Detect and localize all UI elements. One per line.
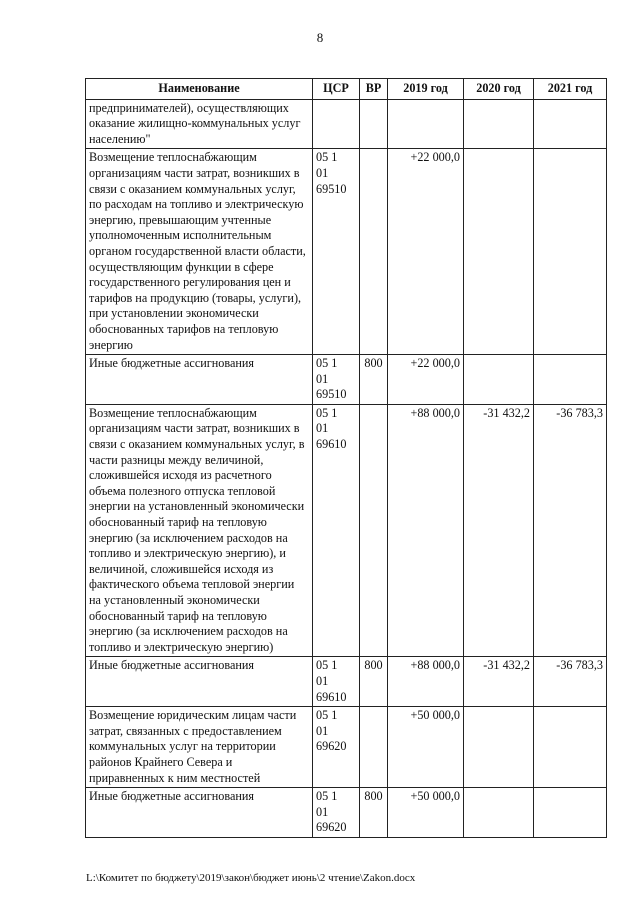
cell-2020 <box>464 149 534 355</box>
cell-2020: -31 432,2 <box>464 404 534 657</box>
cell-name: Возмещение теплоснабжающим организациям части затрат, возникших в связи с оказанием коммунальных услуг, в части разницы между величиной, сложившейся исходя из расчетного объема полезного отпуска тепловой энергии на установленный экономически обоснованный тариф на тепловую энергию (за исключением расходов на топливо и электрическую энергию), и величиной, сложившейся исходя из фактического объема тепловой энергии на установленный экономически обоснованный тариф на тепловую энергию (за исключением расходов на топливо и электрическую энергию) <box>86 404 313 657</box>
table-row <box>86 149 607 355</box>
table-row <box>86 657 607 707</box>
header-name: Наименование <box>86 79 313 100</box>
csr-part: 69510 <box>316 181 347 196</box>
csr-part: 05 1 <box>316 708 338 723</box>
cell-2020 <box>464 355 534 405</box>
cell-2020 <box>464 788 534 838</box>
cell-2019: +88 000,0 <box>388 657 464 707</box>
header-csr: ЦСР <box>313 79 360 100</box>
cell-vr: 800 <box>360 788 388 838</box>
cell-2021 <box>534 355 607 405</box>
cell-2021: -36 783,3 <box>534 657 607 707</box>
cell-csr <box>313 707 360 788</box>
cell-vr <box>360 99 388 149</box>
csr-part: 01 <box>316 673 329 688</box>
header-2020: 2020 год <box>464 79 534 100</box>
csr-part: 01 <box>316 371 329 386</box>
cell-name: предпринимателей), осуществляющих оказание жилищно-коммунальных услуг населению" <box>86 99 313 149</box>
csr-part: 01 <box>316 165 329 180</box>
header-2021: 2021 год <box>534 79 607 100</box>
csr-part: 69510 <box>316 387 347 402</box>
table-row <box>86 404 607 657</box>
table-header-row <box>86 79 607 100</box>
cell-name: Иные бюджетные ассигнования <box>86 355 313 405</box>
csr-part: 69620 <box>316 820 347 835</box>
cell-vr <box>360 404 388 657</box>
cell-2019: +22 000,0 <box>388 149 464 355</box>
page-number: 8 <box>316 30 324 45</box>
csr-part: 05 1 <box>316 356 338 371</box>
cell-csr <box>313 99 360 149</box>
cell-csr <box>313 355 360 405</box>
csr-part: 05 1 <box>316 658 338 673</box>
file-path-footer: L:\Комитет по бюджету\2019\закон\бюджет июнь\2 чтение\Zakon.docx <box>86 872 416 884</box>
cell-csr <box>313 657 360 707</box>
cell-2020 <box>464 707 534 788</box>
cell-vr <box>360 149 388 355</box>
cell-2020: -31 432,2 <box>464 657 534 707</box>
cell-csr <box>313 404 360 657</box>
csr-part: 05 1 <box>316 789 338 804</box>
cell-2021 <box>534 99 607 149</box>
cell-2019: +88 000,0 <box>388 404 464 657</box>
table-row <box>86 788 607 838</box>
cell-vr <box>360 707 388 788</box>
csr-part: 01 <box>316 421 329 436</box>
table-row <box>86 355 607 405</box>
header-vr: ВР <box>360 79 388 100</box>
cell-name: Иные бюджетные ассигнования <box>86 657 313 707</box>
cell-2021 <box>534 788 607 838</box>
header-2019: 2019 год <box>388 79 464 100</box>
cell-vr: 800 <box>360 657 388 707</box>
cell-2021 <box>534 149 607 355</box>
cell-2019: +50 000,0 <box>388 788 464 838</box>
table-row <box>86 707 607 788</box>
cell-2019 <box>388 99 464 149</box>
cell-csr <box>313 788 360 838</box>
cell-name: Возмещение юридическим лицам части затрат, связанных с предоставлением коммунальных услуг на территории районов Крайнего Севера и приравненных к ним местностей <box>86 707 313 788</box>
csr-part: 01 <box>316 723 329 738</box>
csr-part: 69610 <box>316 437 347 452</box>
csr-part: 05 1 <box>316 405 338 420</box>
cell-2020 <box>464 99 534 149</box>
cell-name: Возмещение теплоснабжающим организациям части затрат, возникших в связи с оказанием коммунальных услуг, по расходам на топливо и электрическую энергию, превышающим учтенные уполномоченным исполнительным органом государственной власти области, осуществляющим функции в сфере государственного регулирования цен и тарифов на продукцию (товары, услуги), при установлении экономически обоснованных тарифов на тепловую энергию <box>86 149 313 355</box>
cell-2021 <box>534 707 607 788</box>
csr-part: 05 1 <box>316 150 338 165</box>
cell-2019: +50 000,0 <box>388 707 464 788</box>
table-row <box>86 99 607 149</box>
cell-2021: -36 783,3 <box>534 404 607 657</box>
cell-name: Иные бюджетные ассигнования <box>86 788 313 838</box>
csr-part: 01 <box>316 804 329 819</box>
cell-csr <box>313 149 360 355</box>
cell-2019: +22 000,0 <box>388 355 464 405</box>
csr-part: 69610 <box>316 689 347 704</box>
cell-vr: 800 <box>360 355 388 405</box>
budget-table <box>85 78 607 838</box>
csr-part: 69620 <box>316 739 347 754</box>
